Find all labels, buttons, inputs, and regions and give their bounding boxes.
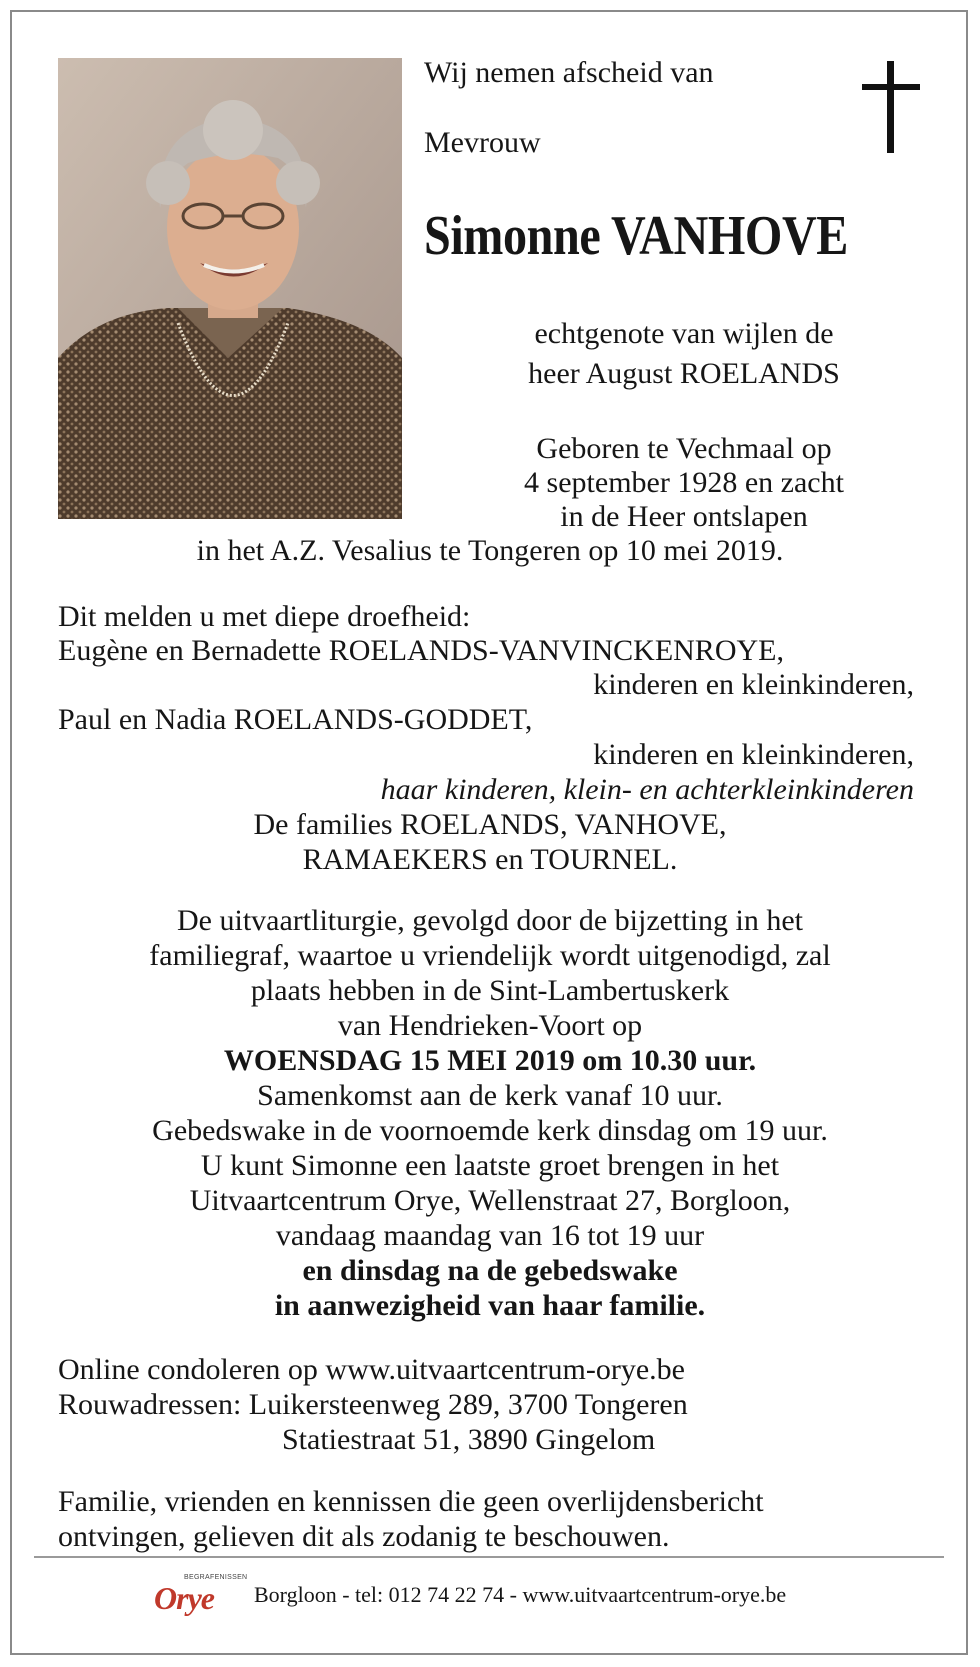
mourners-intro: Dit melden u met diepe droefheid: <box>58 600 471 633</box>
mourners-family-2: Paul en Nadia ROELANDS-GODDET, <box>58 703 533 736</box>
service-date: WOENSDAG 15 MEI 2019 om 10.30 uur. <box>223 1044 757 1077</box>
birth-line-2: 4 september 1928 en zacht <box>524 466 844 499</box>
service-line-2: familiegraf, waartoe u vriendelijk wordt uitgenodigd, zal <box>149 939 831 972</box>
portrait-photo <box>58 58 402 519</box>
mourners-family-1-note: kinderen en kleinkinderen, <box>593 668 914 701</box>
birth-line-1: Geboren te Vechmaal op <box>536 432 832 465</box>
footer-contact: Borgloon - tel: 012 74 22 74 - www.uitvaartcentrum-orye.be <box>254 1582 787 1607</box>
portrait-illustration <box>58 58 402 519</box>
spouse-line-1: echtgenote van wijlen de <box>534 317 834 350</box>
birth-line-3: in de Heer ontslapen <box>560 500 808 533</box>
service-line-7: Gebedswake in de voornoemde kerk dinsdag om 19 uur. <box>152 1114 828 1147</box>
intro-text: Wij nemen afscheid van <box>424 56 714 89</box>
spouse-line-2: heer August ROELANDS <box>528 357 840 390</box>
online-condolence: Online condoleren op www.uitvaartcentrum-orye.be <box>58 1353 685 1386</box>
mourners-families-1: De families ROELANDS, VANHOVE, <box>253 808 727 841</box>
service-line-1: De uitvaartliturgie, gevolgd door de bijzetting in het <box>177 904 803 937</box>
closing-line-1: Familie, vrienden en kennissen die geen overlijdensbericht <box>58 1485 764 1518</box>
mourners-grandchildren: haar kinderen, klein- en achterkleinkinderen <box>380 773 914 806</box>
mourners-families-2: RAMAEKERS en TOURNEL. <box>302 843 678 876</box>
orye-logo <box>154 1574 248 1616</box>
birth-line-4: in het A.Z. Vesalius te Tongeren op 10 mei 2019. <box>196 534 784 567</box>
mourning-address-2: Statiestraat 51, 3890 Gingelom <box>282 1423 656 1456</box>
service-line-8: U kunt Simonne een laatste groet brengen in het <box>200 1149 780 1182</box>
service-line-6: Samenkomst aan de kerk vanaf 10 uur. <box>257 1079 723 1112</box>
title-prefix: Mevrouw <box>424 126 541 159</box>
service-line-3: plaats hebben in de Sint-Lambertuskerk <box>250 974 730 1007</box>
mourners-family-1: Eugène en Bernadette ROELANDS-VANVINCKENROYE, <box>58 634 784 667</box>
service-line-11: en dinsdag na de gebedswake <box>302 1254 678 1287</box>
service-line-9: Uitvaartcentrum Orye, Wellenstraat 27, Borgloon, <box>189 1184 791 1217</box>
cross-icon <box>862 61 920 153</box>
service-line-12: in aanwezigheid van haar familie. <box>274 1289 706 1322</box>
logo-text: Orye <box>154 1580 214 1616</box>
service-line-4: van Hendrieken-Voort op <box>337 1009 643 1042</box>
logo-subtext: BEGRAFENISSEN <box>184 1574 248 1581</box>
mourning-address-1: Rouwadressen: Luikersteenweg 289, 3700 Tongeren <box>58 1388 688 1421</box>
mourners-family-2-note: kinderen en kleinkinderen, <box>593 738 914 771</box>
footer-divider <box>34 1556 944 1558</box>
closing-line-2: ontvingen, gelieven dit als zodanig te beschouwen. <box>58 1520 670 1553</box>
service-line-10: vandaag maandag van 16 tot 19 uur <box>275 1219 705 1252</box>
deceased-name: Simonne VANHOVE <box>424 205 848 267</box>
